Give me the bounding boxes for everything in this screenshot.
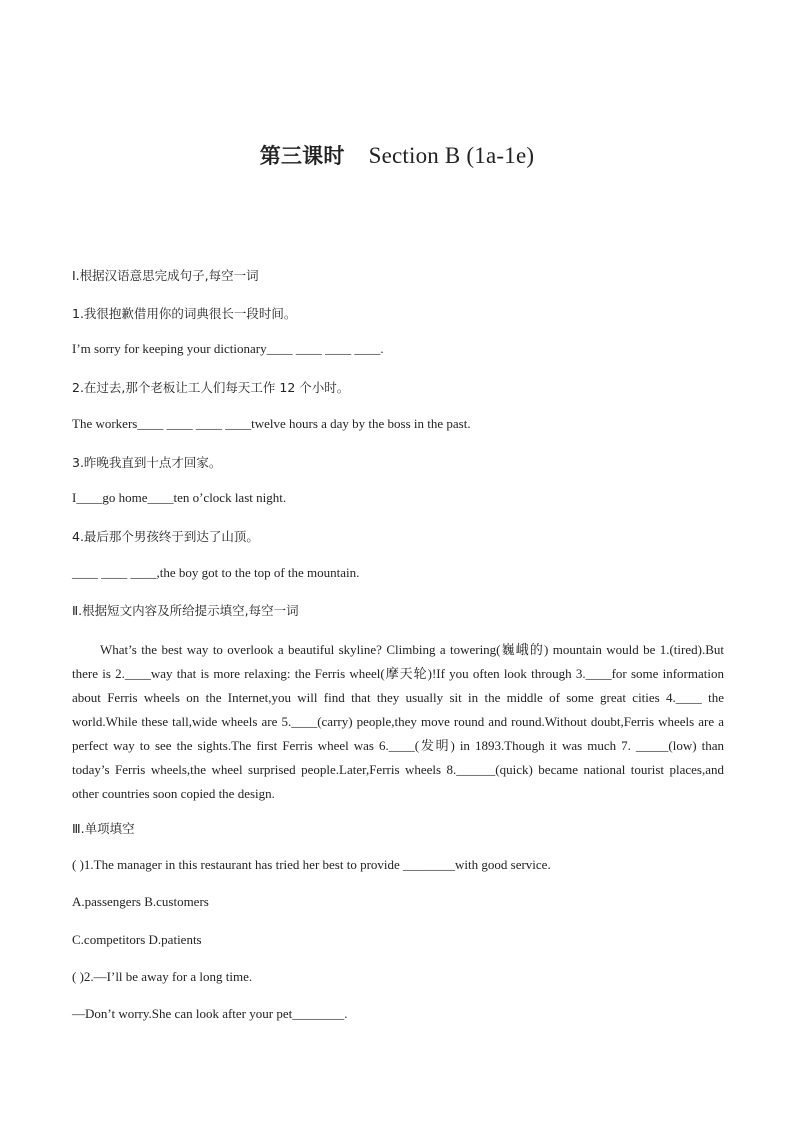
mc-question-1-options-ab: A.passengers B.customers [72, 894, 209, 909]
mc-question-2: ( )2.—I’ll be away for a long time. [72, 969, 253, 984]
mc-question-1: ( )1.The manager in this restaurant has tried her best to provide ________with good service. [72, 857, 551, 872]
question-2-english: The workers____ ____ ____ ____twelve hours a day by the boss in the past. [72, 416, 471, 431]
question-1-chinese: 1.我很抱歉借用你的词典很长一段时间。 [72, 306, 297, 321]
mc-question-2-response: —Don’t worry.She can look after your pet________. [72, 1006, 348, 1021]
cloze-passage: What’s the best way to overlook a beautiful skyline? Climbing a towering(巍峨的) mountain would be 1.(tired).But there is 2.____way that is more relaxing: the Ferris wheel(摩天轮)!If you often look through 3.____for some information about Ferris wheels on the Internet,you will find that they usually sit in the middle of some great cities 4.____ the world.While these tall,wide wheels are 5.____(carry) people,they move round and round.Without doubt,Ferris wheels are a perfect way to see the sights.The first Ferris wheel was 6.____(发明) in 1893.Though it was much 7. _____(low) than today’s Ferris wheels,the wheel surprised people.Later,Ferris wheels 8.______(quick) became national tourist places,and other countries soon copied the design. [72, 642, 724, 801]
page-title [0, 140, 794, 170]
question-1-english: I’m sorry for keeping your dictionary____ ____ ____ ____. [72, 341, 384, 356]
section-3-heading: Ⅲ.单项填空 [72, 821, 135, 836]
question-3-chinese: 3.昨晚我直到十点才回家。 [72, 455, 222, 470]
title-english: Section B (1a-1e) [368, 143, 535, 168]
section-1-heading: Ⅰ.根据汉语意思完成句子,每空一词 [72, 268, 259, 283]
question-2-chinese: 2.在过去,那个老板让工人们每天工作 12 个小时。 [72, 380, 350, 395]
title-chinese: 第三课时 [259, 144, 345, 168]
question-3-english: I____go home____ten o’clock last night. [72, 490, 287, 505]
question-4-chinese: 4.最后那个男孩终于到达了山顶。 [72, 529, 259, 544]
mc-question-1-options-cd: C.competitors D.patients [72, 932, 202, 947]
section-2-heading: Ⅱ.根据短文内容及所给提示填空,每空一词 [72, 603, 299, 618]
question-4-english: ____ ____ ____,the boy got to the top of the mountain. [72, 565, 360, 580]
